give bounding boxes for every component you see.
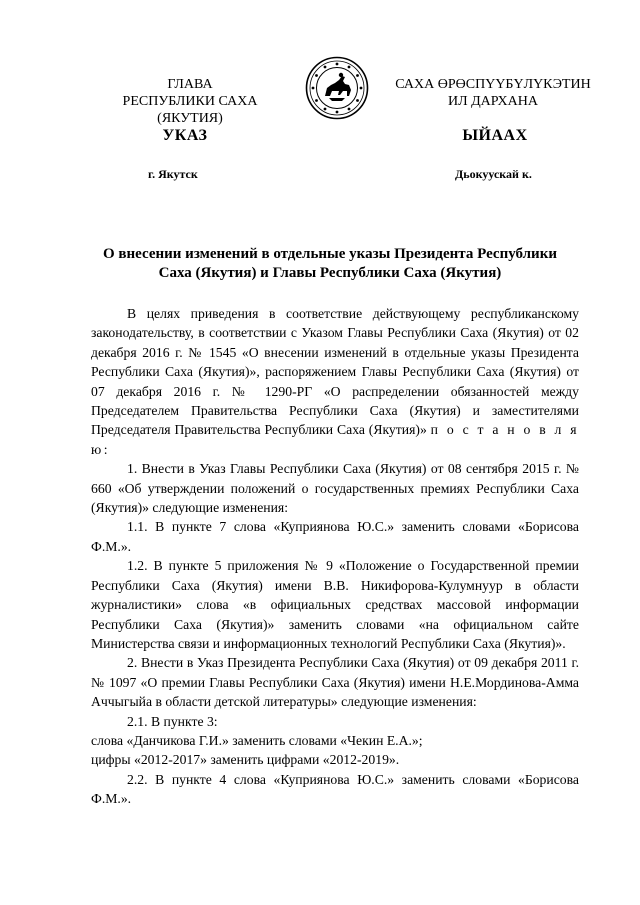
preamble-resolve: п о с т а н о в л я ю: bbox=[91, 422, 580, 457]
header-left-line1: ГЛАВА bbox=[167, 77, 213, 92]
item-2-1-a: слова «Данчикова Г.И.» заменить словами «Чекин Е.А.»; bbox=[91, 732, 423, 748]
preamble-text: В целях приведения в соответствие действующему республиканскому законодательству, в соответствии с Указом Главы Республики Саха (Якутия) от 02 декабря 2016 г. № 1545 «О внесении изменений в отдельные указы Президента Республики Саха (Якутия)», распоряжением Главы Республики Саха (Якутия) от 07 декабря 2016 г. № 1290-РГ «О распределении обязанностей между Председателем Правительства Республики Саха (Якутия) и заместителями Председателя Правительства Республики Саха (Якутия)» bbox=[91, 306, 579, 438]
header-right-issuer bbox=[388, 76, 598, 110]
item-1-1: 1.1. В пункте 7 слова «Куприянова Ю.С.» заменить словами «Борисова Ф.М.». bbox=[91, 519, 579, 554]
city-ru: г. Якутск bbox=[148, 167, 198, 181]
item-2-1-b: цифры «2012-2017» заменить цифрами «2012-2019». bbox=[91, 752, 400, 768]
coat-of-arms-seal-icon bbox=[305, 56, 369, 120]
header-right-line1: САХА ӨРӨСПҮҮБҮЛҮКЭТИН bbox=[395, 77, 591, 92]
item-1-2: 1.2. В пункте 5 приложения № 9 «Положение о Государственной премии Республики Саха (Якутия) имени В.В. Никифорова-Кулумнуур в области журналистики» слова «в официальных средствах массовой информации Республики Саха (Якутия)» заменить словами «на официальном сайте Министерства связи и информационных технологий Республики Саха (Якутия)». bbox=[91, 558, 579, 651]
doc-type-ru: УКАЗ bbox=[162, 127, 208, 144]
header-right-line2: ИЛ ДАРХАНА bbox=[447, 94, 538, 109]
decree-body bbox=[91, 304, 579, 809]
item-1: 1. Внести в Указ Главы Республики Саха (Якутия) от 08 сентября 2015 г. № 660 «Об утверждении положений о государственных премиях Республики Саха (Якутия)» следующие изменения: bbox=[91, 461, 579, 516]
header-left-issuer bbox=[90, 76, 290, 127]
preamble-paragraph bbox=[91, 304, 579, 459]
item-2-2: 2.2. В пункте 4 слова «Куприянова Ю.С.» заменить словами «Борисова Ф.М.». bbox=[91, 771, 579, 807]
header-left-line2: РЕСПУБЛИКИ САХА (ЯКУТИЯ) bbox=[122, 94, 258, 126]
decree-title bbox=[80, 245, 580, 283]
doc-type-sakha: ЫЙААХ bbox=[462, 127, 528, 144]
city-sakha: Дьокуускай к. bbox=[455, 167, 532, 181]
item-2-1: 2.1. В пункте 3: bbox=[127, 713, 218, 729]
title-line1: О внесении изменений в отдельные указы Президента Республики bbox=[103, 246, 557, 262]
title-line2: Саха (Якутия) и Главы Республики Саха (Якутия) bbox=[158, 265, 502, 281]
item-2: 2. Внести в Указ Президента Республики Саха (Якутия) от 09 декабря 2011 г. № 1097 «О премии Главы Республики Саха (Якутия) имени Н.Е.Мординова-Амма Аччыгыйа в области детской литературы» следующие изменения: bbox=[91, 655, 579, 710]
